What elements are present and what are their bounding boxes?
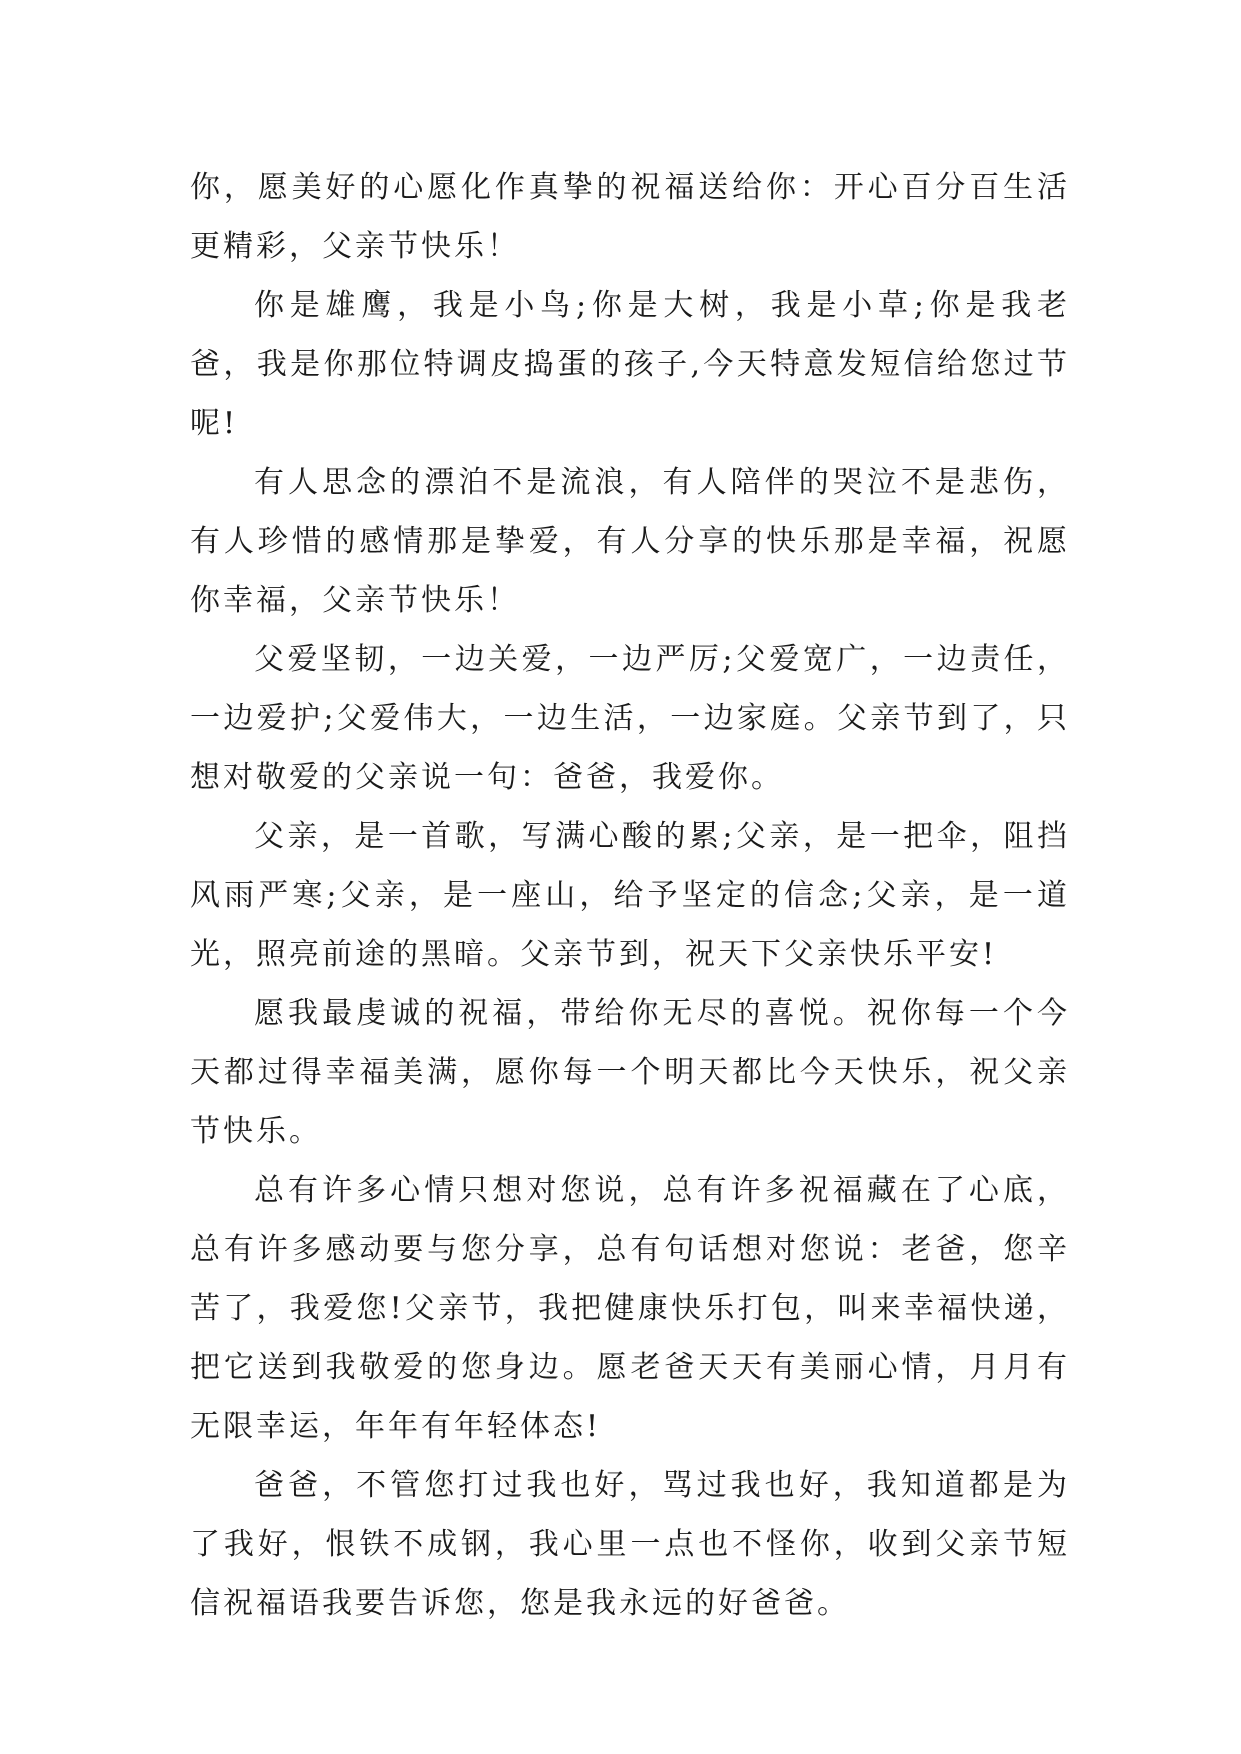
paragraph-5: 父亲，是一首歌，写满心酸的累;父亲，是一把伞，阻挡风雨严寒;父亲，是一座山，给予坚定的信念;父亲，是一道光，照亮前途的黑暗。父亲节到，祝天下父亲快乐平安!	[190, 819, 1070, 972]
paragraph-4: 父爱坚韧，一边关爱，一边严厉;父爱宽广，一边责任，一边爱护;父爱伟大，一边生活，一边家庭。父亲节到了，只想对敬爱的父亲说一句：爸爸，我爱你。	[190, 642, 1070, 795]
paragraph-2: 你是雄鹰，我是小鸟;你是大树，我是小草;你是我老爸，我是你那位特调皮捣蛋的孩子,今天特意发短信给您过节呢!	[190, 288, 1070, 441]
document-body	[190, 158, 1070, 1633]
paragraph-3: 有人思念的漂泊不是流浪，有人陪伴的哭泣不是悲伤，有人珍惜的感情那是挚爱，有人分享的快乐那是幸福，祝愿你幸福，父亲节快乐！	[190, 465, 1070, 618]
paragraph-1: 你，愿美好的心愿化作真挚的祝福送给你：开心百分百生活更精彩，父亲节快乐！	[190, 170, 1070, 264]
paragraph-8: 爸爸，不管您打过我也好，骂过我也好，我知道都是为了我好，恨铁不成钢，我心里一点也不怪你，收到父亲节短信祝福语我要告诉您，您是我永远的好爸爸。	[190, 1468, 1070, 1621]
paragraph-6: 愿我最虔诚的祝福，带给你无尽的喜悦。祝你每一个今天都过得幸福美满，愿你每一个明天都比今天快乐，祝父亲节快乐。	[190, 996, 1070, 1149]
paragraph-7: 总有许多心情只想对您说，总有许多祝福藏在了心底，总有许多感动要与您分享，总有句话想对您说：老爸，您辛苦了，我爱您!父亲节，我把健康快乐打包，叫来幸福快递，把它送到我敬爱的您身边。愿老爸天天有美丽心情，月月有无限幸运，年年有年轻体态!	[190, 1173, 1070, 1444]
